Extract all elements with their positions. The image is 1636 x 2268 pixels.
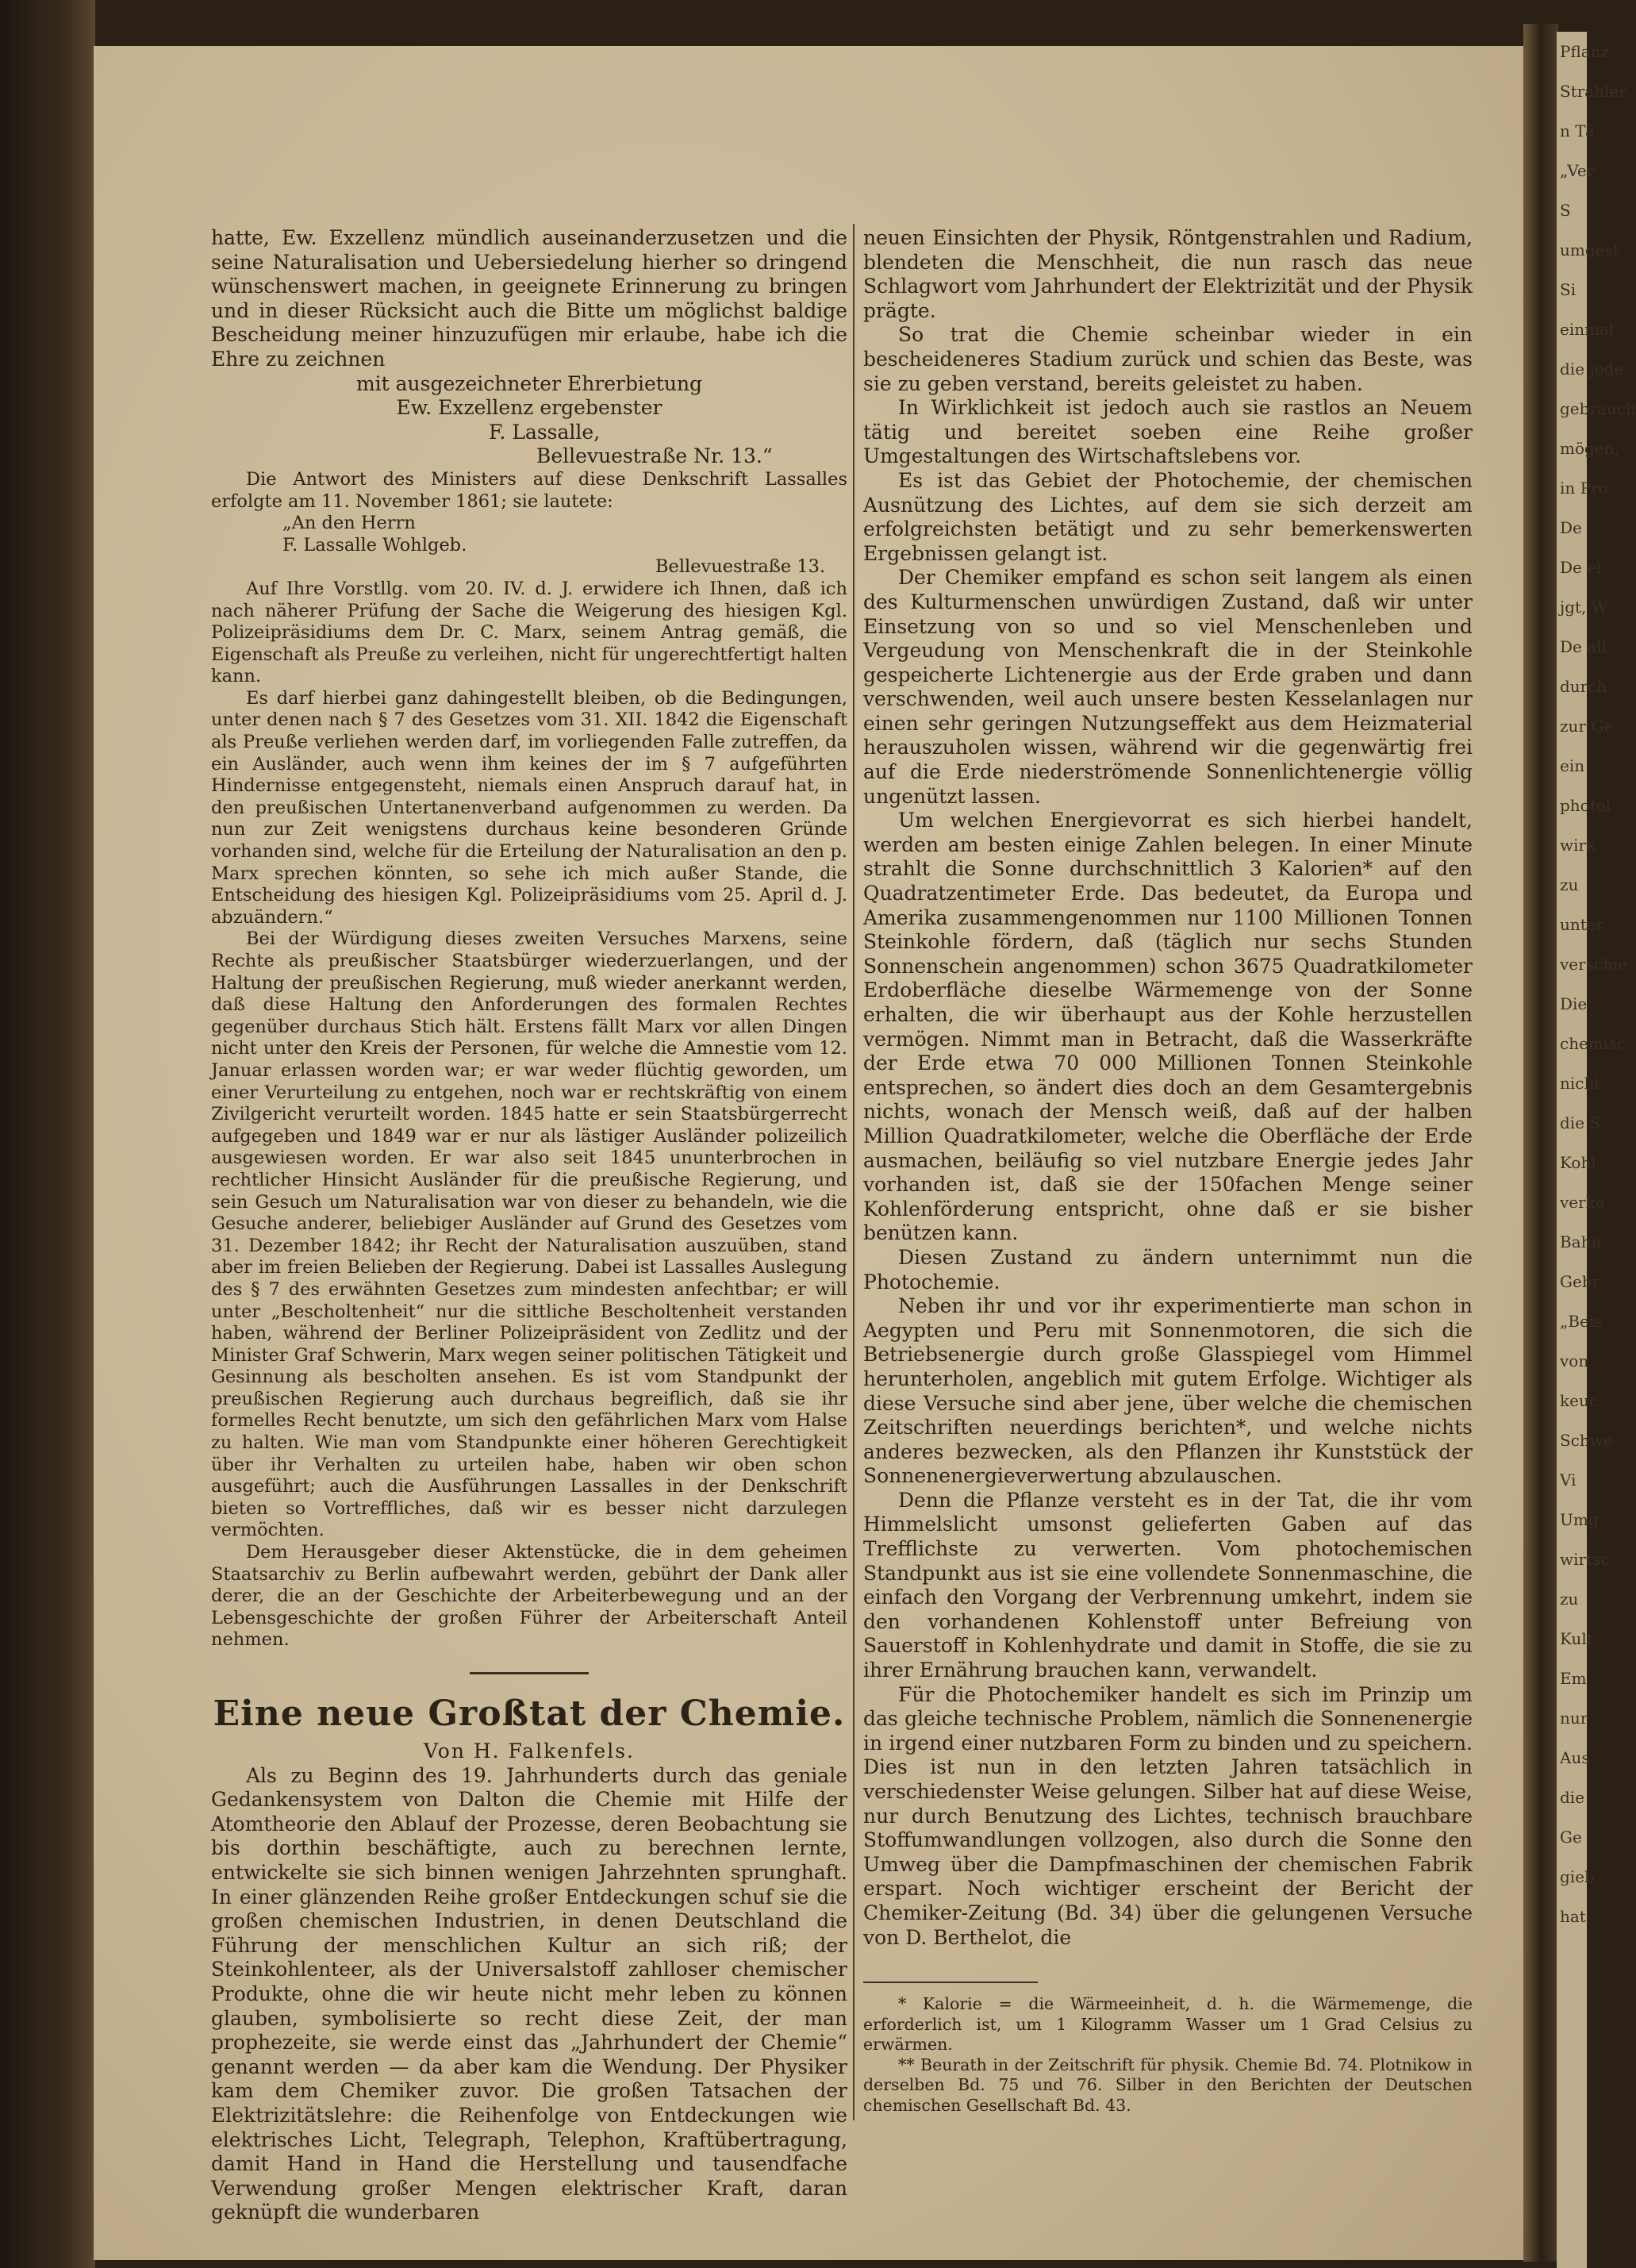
next-page-fragment: zur Ge — [1560, 717, 1614, 736]
next-page-fragment: keuc — [1560, 1391, 1599, 1410]
next-page-fragment: jgt, W — [1560, 598, 1608, 617]
letter-signature-address: Bellevuestraße Nr. 13.“ — [536, 444, 773, 468]
answer-intro-paragraph: Die Antwort des Ministers auf diese Denkschrift Lassalles erfolgte am 11. November 1861; sie lautete: — [211, 468, 847, 512]
section-separator — [470, 1672, 589, 1674]
next-page-fragment: Aus — [1560, 1748, 1590, 1767]
next-page-fragment: Gebr — [1560, 1272, 1600, 1291]
next-page-fragment: zu — [1560, 875, 1579, 894]
right-paragraph-4: Der Chemiker empfand es schon seit langem als einen des Kulturmenschen unwürdigen Zustand, daß wir unter Einsetzung von so und so viel Menschenleben und Vergeudung von Menschenkraft die in der Steinkohle gespeicherte Lichtenergie aus der Erde graben und dann verschwenden, weil auch unsere besten Kesselanlagen nur einen sehr geringen Nutzungseffekt aus dem Heizmaterial herauszuholen wissen, während wir die gegenwärtig frei auf die Erde niederströmende Sonnenlichtenergie völlig ungenützt lassen. — [863, 566, 1473, 808]
next-page-strip — [1557, 32, 1636, 2268]
book-gutter — [1523, 24, 1558, 2262]
next-page-fragment: wirk — [1560, 836, 1596, 855]
next-page-fragment: Kohl — [1560, 1153, 1596, 1172]
next-page-fragment: hat — [1560, 1907, 1586, 1926]
right-paragraph-5: Um welchen Energievorrat es sich hierbei handelt, werden am besten einige Zahlen belegen. In einer Minute strahlt die Sonne durchschnittlich 3 Kalorien* auf den Quadratzentimeter Erde. Das bedeutet, da Europa und Amerika zusammengenommen nur 1100 Millionen Tonnen Steinkohle fördern, daß (täglich nur sechs Stunden Sonnenschein angenommen) schon 3675 Quadratkilometer Erdoberfläche dieselbe Wärmemenge von der Sonne erhalten, die wir überhaupt aus der Kohle herzustellen vermögen. Nimmt man in Betracht, daß die Wasserkräfte der Erde etwa 70 000 Millionen Tonnen Steinkohle entsprechen, so ändert dies doch an dem Gesamtergebnis nichts, wonach der Mensch weiß, daß auf der halben Million Quadratkilometer, welche die Oberfläche der Erde ausmachen, beiläufig so viel nutzbare Energie jedes Jahr vorhanden ist, daß sie der 150fachen Menge seiner Kohlenförderung entspricht, ohne daß er sie bisher benützen kann. — [863, 809, 1473, 1245]
next-page-fragment: durch — [1560, 677, 1607, 696]
right-paragraph-6: Diesen Zustand zu ändern unternimmt nun die Photochemie. — [863, 1245, 1473, 1294]
next-page-fragment: Pflanz — [1560, 42, 1610, 61]
article-title: Eine neue Großtat der Chemie. — [213, 1693, 846, 1734]
book-edge-left — [0, 0, 95, 2268]
right-paragraph-1: So trat die Chemie scheinbar wieder in ein bescheideneres Stadium zurück und schien das Beste, was sie zu geben verstand, bereits geleistet zu haben. — [863, 323, 1473, 395]
article-byline: Von H. Falkenfels. — [424, 1739, 635, 1763]
next-page-fragment: n Tä — [1560, 121, 1595, 140]
next-page-fragment: unter — [1560, 915, 1604, 934]
next-page-fragment: Ge — [1560, 1828, 1582, 1847]
letter-closing-1: mit ausgezeichneter Ehrerbietung — [355, 371, 703, 395]
right-paragraph-0: neuen Einsichten der Physik, Röntgenstrahlen und Radium, blendeten die Menschheit, die nun rasch das neue Schlagwort vom Jahrhundert der Elektrizität und der Physik prägte. — [863, 226, 1473, 322]
next-page-fragment: photol — [1560, 796, 1611, 815]
next-page-fragment: mögen, — [1560, 439, 1619, 458]
thanks-paragraph: Dem Herausgeber dieser Aktenstücke, die in dem geheimen Staatsarchiv zu Berlin aufbewahrt werden, gebührt der Dank aller derer, die an der Geschichte der Arbeiterbewegung und an der Lebensgeschichte der großen Führer der Arbeiterschaft Anteil nehmen. — [211, 1542, 847, 1651]
next-page-fragment: Strahler — [1560, 82, 1626, 101]
next-page-fragment: Em — [1560, 1669, 1587, 1688]
next-page-fragment: in Pro — [1560, 479, 1608, 498]
next-page-fragment: die S — [1560, 1113, 1601, 1132]
next-page-fragment: einmal — [1560, 320, 1615, 339]
right-paragraph-7: Neben ihr und vor ihr experimentierte man schon in Aegypten und Peru mit Sonnenmotoren, die sich die Betriebsenergie durch große Glasspiegel vom Himmel herunterholen, angeblich mit gutem Erfolge. Wichtiger als diese Versuche sind aber jene, über welche die chemischen Zeitschriften neuerdings berichten*, und welche nichts anderes bezwecken, als den Pflanzen ihr Kunststück der Sonnenenergieverwertung abzulauschen. — [863, 1294, 1473, 1488]
next-page-fragment: verke — [1560, 1193, 1605, 1212]
next-page-fragment: S — [1560, 201, 1571, 220]
footnotes — [863, 1994, 1473, 2116]
right-paragraph-9: Für die Photochemiker handelt es sich im Prinzip um das gleiche technische Problem, nämlich die Sonnenenergie in irgend einer nutzbaren Form zu binden und zu speichern. Dies ist nun in den letzten Jahren tatsächlich in verschiedenster Weise gelungen. Silber hat auf diese Weise, nur durch Benutzung des Lichtes, technisch brauchbare Stoffumwandlungen vollzogen, also durch die Sonne den Umweg über die Dampfmaschinen der chemischen Fabrik erspart. Noch wichtiger erscheint der Bericht der Chemiker-Zeitung (Bd. 34) über die gelungenen Versuche von D. Berthelot, die — [863, 1682, 1473, 1949]
footnote-2: ** Beurath in der Zeitschrift für physik. Chemie Bd. 74. Plotnikow in derselben Bd. 75 und 76. Silber in den Berichten der Deutschen chemischen Gesellschaft Bd. 43. — [863, 2055, 1473, 2115]
next-page-fragment: zu — [1560, 1590, 1579, 1609]
reply-paragraph-2: Es darf hierbei ganz dahingestellt bleiben, ob die Bedingungen, unter denen nach § 7 des Gesetzes vom 31. XII. 1842 die Eigenschaft als Preuße verliehen werden darf, im vorliegenden Falle zutreffen, da ein Ausländer, auch wenn ihm keines der im § 7 aufgeführten Hindernisse entgegensteht, niemals einen Anspruch darauf hat, in den preußischen Untertanenverband aufgenommen zu werden. Da nun zur Zeit wenigstens durchaus keine besonderen Gründe vorhanden sind, welche für die Erteilung der Naturalisation an den p. Marx sprechen könnten, so sehe ich mich außer Stande, die Entscheidung des hiesigen Kgl. Polizeipräsidiums vom 25. April d. J. abzuändern.“ — [211, 687, 847, 928]
footnote-1: * Kalorie = die Wärmeeinheit, d. h. die Wärmemenge, die erforderlich ist, um 1 Kilogramm Wasser um 1 Grad Celsius zu erwärmen. — [863, 1994, 1473, 2055]
addressee-line-2: F. Lassalle Wohlgeb. — [282, 534, 467, 555]
next-page-fragment: gebrauch — [1560, 399, 1636, 418]
next-page-fragment: chemisc — [1560, 1034, 1626, 1053]
next-page-fragment: von — [1560, 1351, 1589, 1370]
right-column — [863, 226, 1473, 2116]
next-page-fragment: Umg — [1560, 1510, 1599, 1529]
next-page-fragment: Kult — [1560, 1629, 1593, 1648]
right-paragraph-2: In Wirklichkeit ist jedoch auch sie rastlos an Neuem tätig und bereitet soeben eine Reihe großer Umgestaltungen des Wirtschaftslebens vor. — [863, 396, 1473, 468]
commentary-paragraph: Bei der Würdigung dieses zweiten Versuches Marxens, seine Rechte als preußischer Staatsbürger wiederzuerlangen, und der Haltung der preußischen Regierung, muß wieder anerkannt werden, daß diese Haltung den Anforderungen des formalen Rechtes gegenüber durchaus Stich hält. Erstens fällt Marx vor allen Dingen nicht unter den Kreis der Personen, für welche die Amnestie vom 12. Januar erlassen worden war; er war weder flüchtig geworden, um einer Verurteilung zu entgehen, noch war er rechtskräftig von einem Zivilgericht verurteilt worden. 1845 hatte er sein Staatsbürgerrecht aufgegeben und 1849 war er nur als lästiger Ausländer polizeilich ausgewiesen worden. Er war also seit 1845 ununterbrochen in rechtlicher Hinsicht Ausländer für die preußische Regierung, und sein Gesuch um Naturalisation war von dieser zu behandeln, wie die Gesuche anderer, beliebiger Ausländer auf Grund des Gesetzes vom 31. Dezember 1842; ihr Recht der Naturalisation auszuüben, stand aber im freien Belieben der Regierung. Dabei ist Lassalles Auslegung des § 7 des erwähnten Gesetzes zum mindesten anfechtbar; er will unter „Bescholtenheit“ nur die sittliche Bescholtenheit verstanden haben, während der Berliner Polizeipräsident von Zedlitz und der Minister Graf Schwerin, Marx wegen seiner politischen Tätigkeit und Gesinnung als bescholten ansehen. Es ist vom Standpunkt der preußischen Regierung auch durchaus begreiflich, daß sie ihr formelles Recht benutzte, um sich den gefährlichen Marx vom Halse zu halten. Wie man vom Standpunkte einer höheren Gerechtigkeit über ihr Verhalten zu urteilen habe, haben wir oben schon ausgeführt; auch die Ausführungen Lassalles in der Denkschrift bieten so Vortreffliches, daß wir es besser nicht darzulegen vermöchten. — [211, 928, 847, 1541]
left-column — [211, 226, 847, 2225]
next-page-fragment: die jede — [1560, 359, 1624, 379]
next-page-fragment: De — [1560, 518, 1582, 537]
right-paragraph-3: Es ist das Gebiet der Photochemie, der chemischen Ausnützung des Lichtes, auf dem sie sich derzeit am erfolgreichsten betätigt und zu sehr bemerkenswerten Ergebnissen gelangt ist. — [863, 468, 1473, 565]
article-paragraph-1: Als zu Beginn des 19. Jahrhunderts durch das geniale Gedankensystem von Dalton die Chemie mit Hilfe der Atomtheorie den Ablauf der Prozesse, deren Beobachtung sie bis dorthin beschäftigte, auch zu berechnen lernte, entwickelte sie sich binnen wenigen Jahrzehnten sprunghaft. In einer glänzenden Reihe großer Entdeckungen schuf sie die großen chemischen Industrien, in denen Deutschland die Führung der menschlichen Kultur an sich riß; der Steinkohlenteer, als der Universalstoff zahlloser chemischer Produkte, ohne die wir heute nicht mehr leben zu können glauben, symbolisierte so recht diese Zeit, der man prophezeite, sie werde einst das „Jahrhundert der Chemie“ genannt werden — da aber kam die Wendung. Der Physiker kam dem Chemiker zuvor. Die großen Tatsachen der Elektrizitätslehre: die Reihenfolge von Entdeckungen wie elektrisches Licht, Telegraph, Telephon, Kraftübertragung, damit Hand in Hand die Herstellung und tausendfache Verwendung großer Mengen elektrischer Kraft, daran geknüpft die wunderbaren — [211, 1763, 847, 2224]
letter-signature-name: F. Lassalle, — [489, 420, 601, 444]
next-page-fragment: Schwe — [1560, 1431, 1613, 1450]
next-page-fragment: nicht — [1560, 1074, 1601, 1093]
next-page-fragment: Si — [1560, 280, 1576, 299]
next-page-fragment: gieb — [1560, 1867, 1595, 1886]
next-page-fragment: De el — [1560, 558, 1602, 577]
addressee-line-3: Bellevuestraße 13. — [655, 556, 826, 578]
next-page-fragment: verschie — [1560, 955, 1628, 974]
addressee-line-1: „An den Herrn — [282, 513, 416, 534]
next-page-fragment: nur — [1560, 1709, 1588, 1728]
next-page-fragment: ein — [1560, 756, 1585, 775]
next-page-fragment: Vi — [1560, 1470, 1576, 1490]
next-page-fragment: die — [1560, 1788, 1585, 1807]
right-paragraph-8: Denn die Pflanze versteht es in der Tat, die ihr vom Himmelslicht umsonst gelieferten Gaben auf das Trefflichste zu verwerten. Vom photochemischen Standpunkt aus ist sie eine vollendete Sonnenmaschine, die einfach den Vorgang der Verbrennung umkehrt, indem sie den vorhandenen Kohlenstoff unter Befreiung von Sauerstoff in Kohlenhydrate und damit in Stoffe, die sie zu ihrer Ernährung brauchen kann, verwandelt. — [863, 1488, 1473, 1682]
letter-end-paragraph: hatte, Ew. Exzellenz mündlich auseinanderzusetzen und die seine Naturalisation und Uebersiedelung hierher so dringend wünschenswert machen, in geeignete Erinnerung zu bringen und in dieser Rücksicht auch die Bitte um möglichst baldige Bescheidung meiner hinzuzufügen mir erlaube, habe ich die Ehre zu zeichnen — [211, 226, 847, 371]
next-page-fragment: Bahn — [1560, 1232, 1602, 1251]
reply-paragraph-1: Auf Ihre Vorstllg. vom 20. IV. d. J. erwidere ich Ihnen, daß ich nach näherer Prüfung der Sache die Weigerung des hiesigen Kgl. Polizeipräsidiums dem Dr. C. Marx, seinem Antrag gemäß, die Eigenschaft als Preuße zu verleihen, nicht für ungerechtfertigt halten kann. — [211, 578, 847, 687]
footnote-rule — [863, 1982, 1038, 1983]
next-page-fragment: wirtsc — [1560, 1550, 1610, 1569]
next-page-fragment: De all — [1560, 637, 1607, 656]
next-page-fragment: „Beis — [1560, 1312, 1603, 1331]
next-page-fragment: „Ver — [1560, 161, 1595, 180]
next-page-fragment: umgest — [1560, 240, 1619, 259]
letter-closing-2: Ew. Exzellenz ergebenster — [396, 396, 662, 420]
column-divider — [853, 224, 854, 2120]
next-page-fragment: Die — [1560, 994, 1588, 1013]
